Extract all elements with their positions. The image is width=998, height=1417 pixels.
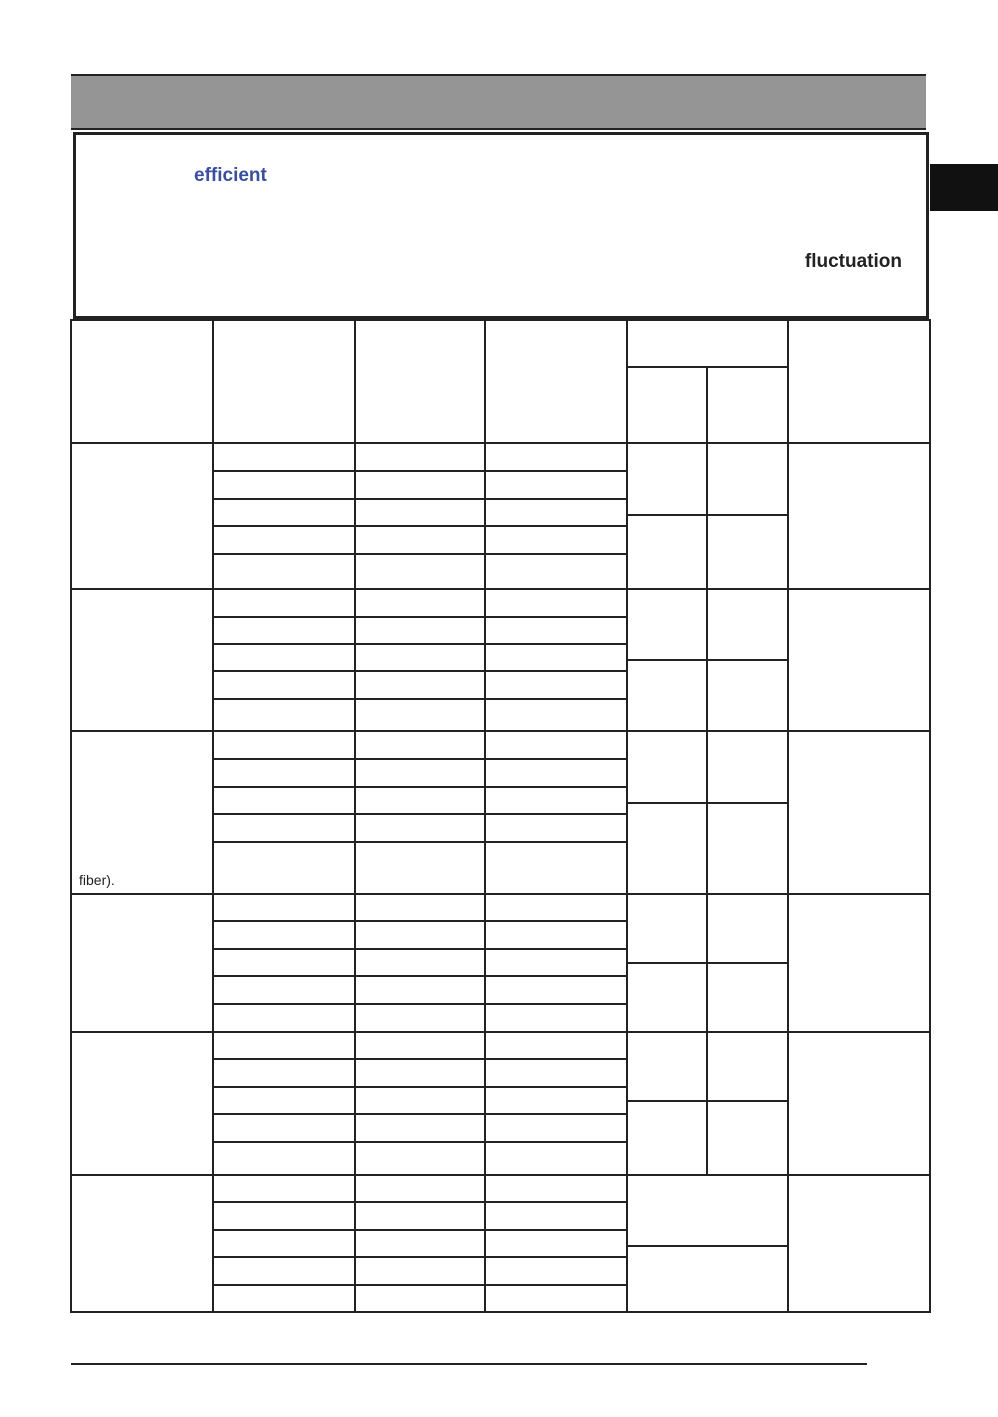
keyword-efficient: efficient	[194, 165, 267, 186]
keyword-fluctuation: fluctuation	[804, 251, 902, 272]
table-border	[71, 320, 930, 1312]
footer-rule	[71, 1363, 867, 1365]
table-footnote-text: fiber).	[79, 872, 115, 888]
